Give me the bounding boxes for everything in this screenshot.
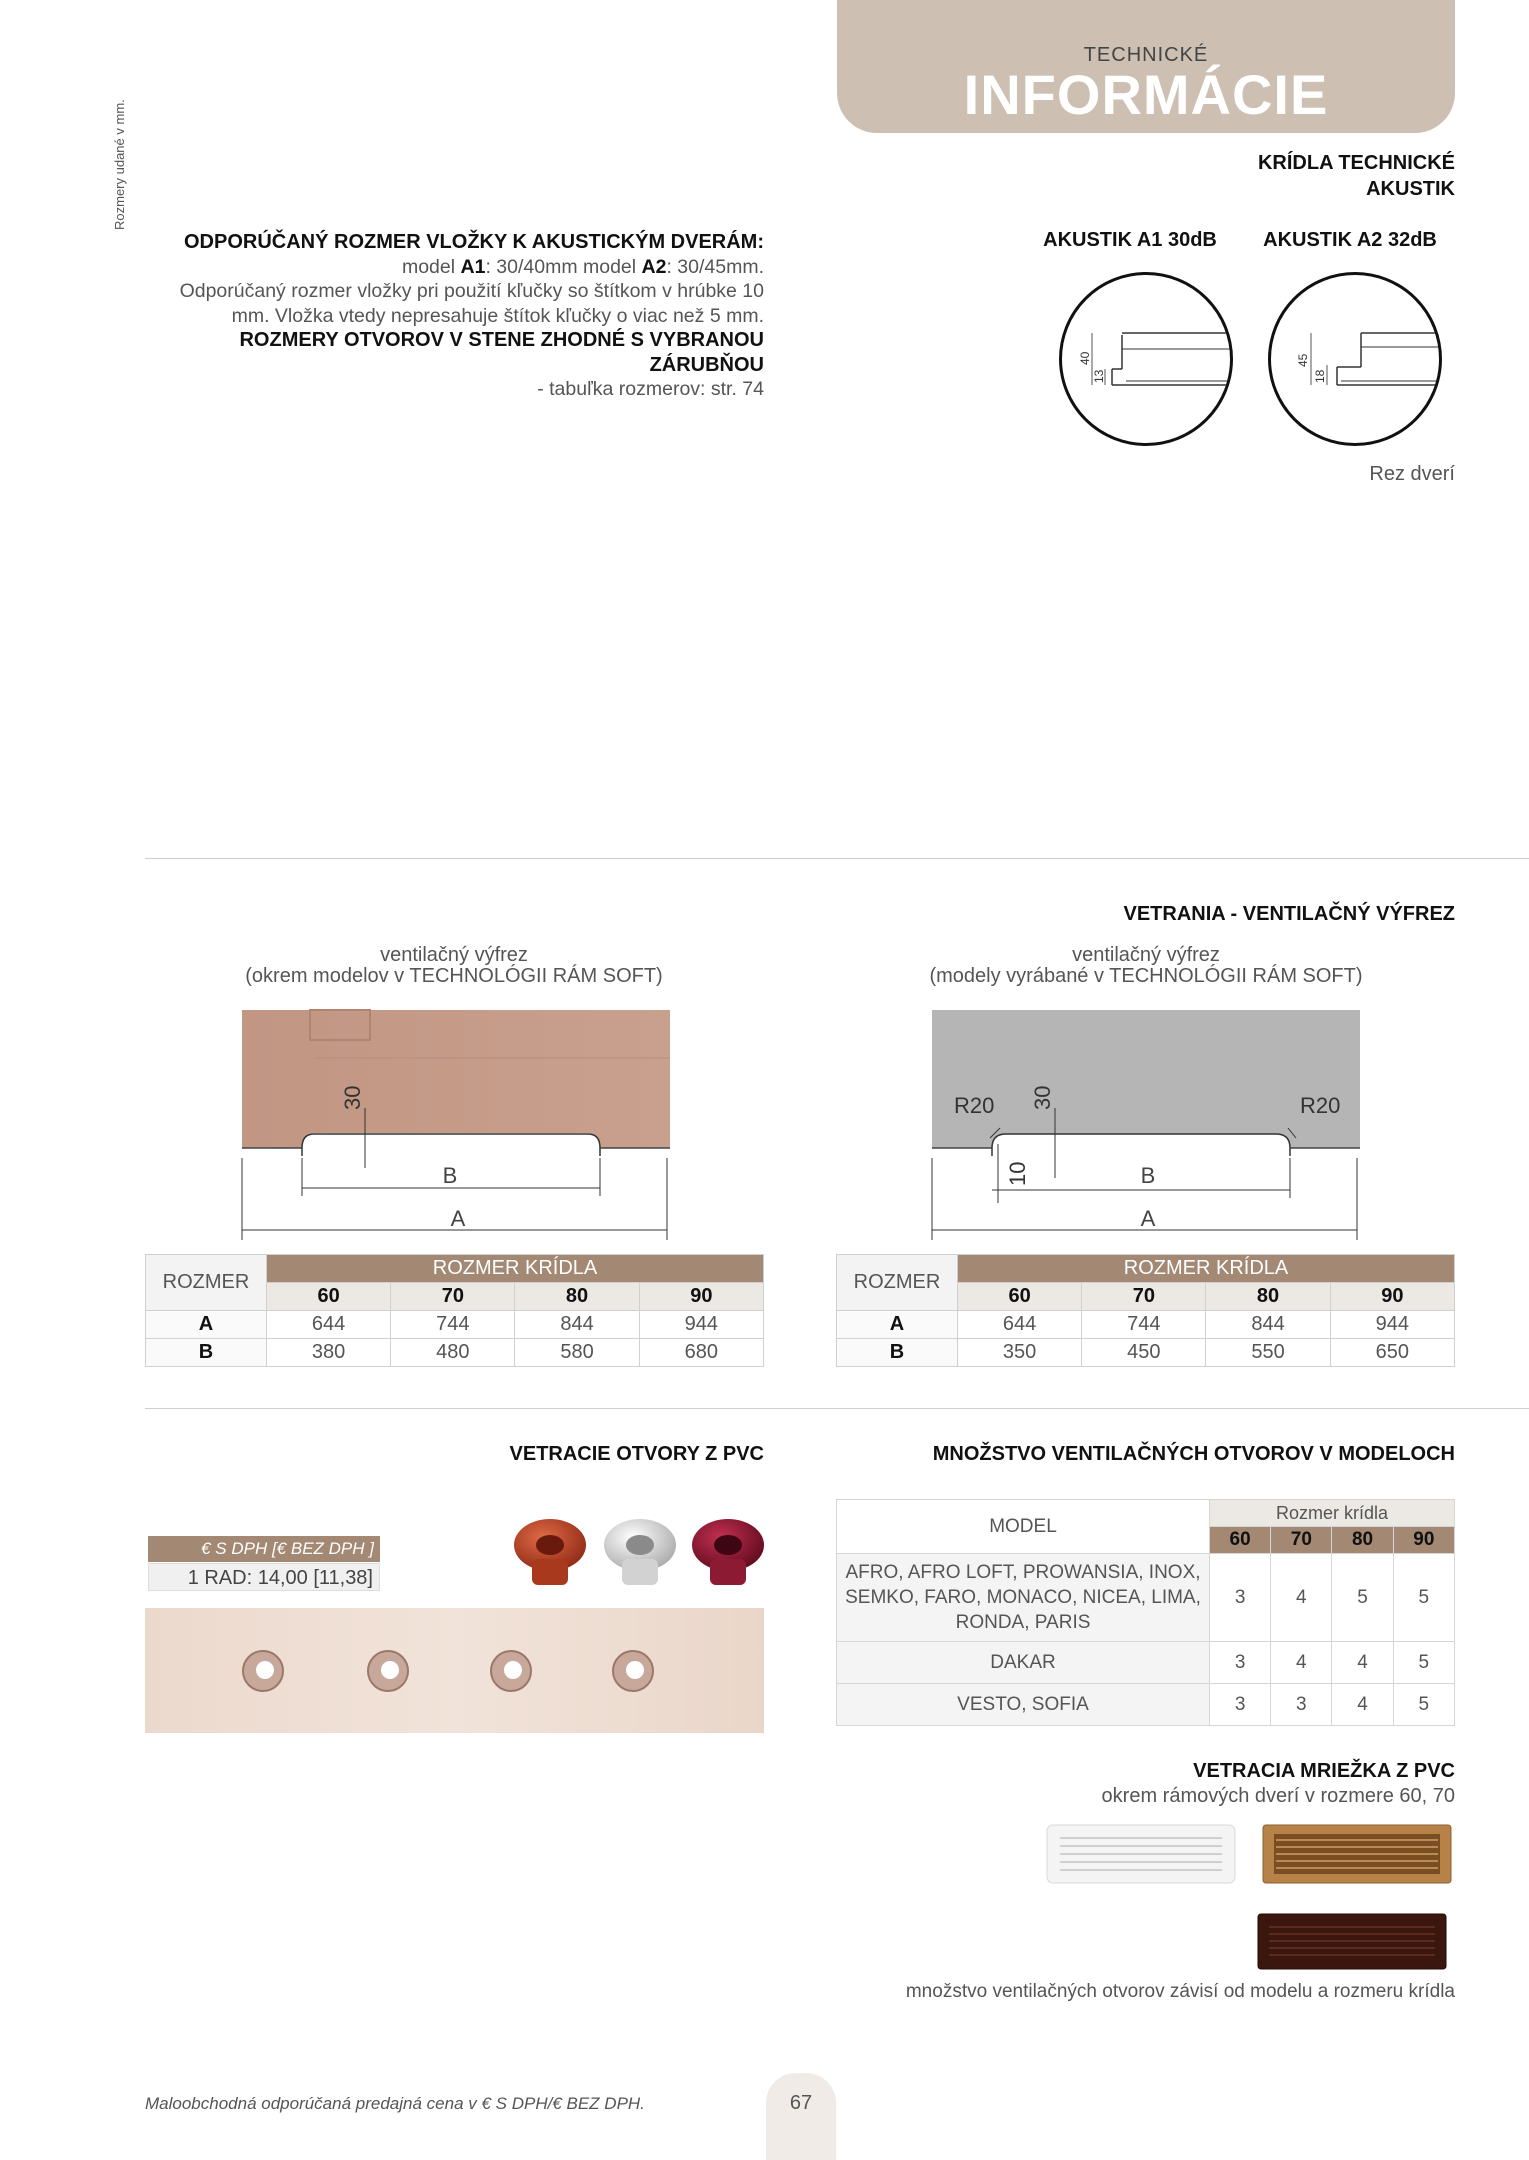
vent-right-dim-b: B	[1140, 1163, 1156, 1188]
akustik-a1-section-diagram	[1059, 272, 1233, 446]
vent-right-dim-10: 10	[1005, 1161, 1030, 1186]
table-row: B 380 480 580 680	[146, 1339, 764, 1367]
vent-left-drawing	[240, 1008, 675, 1248]
pvc-holes-title: VETRACIE OTVORY Z PVC	[509, 1443, 764, 1465]
vent-left-caption: ventilačný výfrez (okrem modelov v TECHNOLÓGII RÁM SOFT)	[245, 944, 663, 987]
grille-white-image	[1046, 1824, 1236, 1884]
vent-right-drawing	[930, 1008, 1365, 1248]
table-row: VESTO, SOFIA 3 3 4 5	[837, 1684, 1455, 1726]
page-number: 67	[766, 2073, 836, 2160]
akustik-a2-label: AKUSTIK A2 32dB	[1263, 229, 1437, 251]
a2-dim-18: 18	[1313, 369, 1327, 383]
vent-right-dim-30: 30	[1030, 1085, 1055, 1110]
vent-left-dim-b: B	[442, 1163, 458, 1188]
grille-note: množstvo ventilačných otvorov závisí od modelu a rozmeru krídla	[905, 1981, 1455, 2002]
akustik-a1-label: AKUSTIK A1 30dB	[1043, 229, 1217, 251]
section-caption: Rez dverí	[1369, 463, 1455, 485]
a1-dim-40: 40	[1078, 351, 1092, 365]
grille-subtitle: okrem rámových dverí v rozmere 60, 70	[1101, 1785, 1455, 1807]
table-row: A 644 744 844 944	[146, 1311, 764, 1339]
table-row: B 350 450 550 650	[837, 1339, 1455, 1367]
grille-title: VETRACIA MRIEŽKA Z PVC	[1193, 1760, 1455, 1782]
vent-right-dim-r20-left: R20	[954, 1093, 995, 1118]
vent-left-dim-30: 30	[340, 1085, 365, 1110]
side-note: Rozmery udané v mm.	[112, 99, 127, 230]
header-small-title: TECHNICKÉ	[1083, 44, 1209, 66]
header-big-title: INFORMÁCIE	[963, 63, 1329, 126]
grille-dark-image	[1257, 1913, 1447, 1970]
footer-note: Maloobchodná odporúčaná predajná cena v € S DPH/€ BEZ DPH.	[145, 2094, 645, 2113]
divider	[145, 1408, 1529, 1409]
door-panel-with-vent-holes	[145, 1608, 764, 1733]
vent-left-dimension-table: ROZMER ROZMER KRÍDLA 60 70 80 90 A 644 744 844 944 B 380 480 580 680	[145, 1254, 764, 1367]
a1-dim-13: 13	[1092, 369, 1106, 383]
table-row: A 644 744 844 944	[837, 1311, 1455, 1339]
price-value: 1 RAD: 14,00 [11,38]	[148, 1563, 380, 1591]
pvc-grommets-image	[510, 1515, 765, 1595]
models-table-title: MNOŽSTVO VENTILAČNÝCH OTVOROV V MODELOCH	[932, 1443, 1455, 1465]
vent-section-title: VETRANIA - VENTILAČNÝ VÝFREZ	[1123, 903, 1455, 925]
a2-dim-45: 45	[1296, 353, 1310, 367]
vent-right-dim-a: A	[1140, 1206, 1156, 1231]
price-header: € S DPH [€ BEZ DPH ]	[148, 1536, 380, 1562]
section-title-akustik: KRÍDLA TECHNICKÉ AKUSTIK	[1257, 152, 1455, 200]
akustik-a2-section-diagram	[1268, 272, 1442, 446]
grille-oak-image	[1262, 1824, 1452, 1884]
divider	[145, 858, 1529, 859]
vent-right-caption: ventilačný výfrez (modely vyrábané v TECHNOLÓGII RÁM SOFT)	[929, 944, 1363, 987]
vent-holes-per-model-table: MODEL Rozmer krídla 60 70 80 90 AFRO, AFRO LOFT, PROWANSIA, INOX, SEMKO, FARO, MONACO, NICEA, LIMA, RONDA, PARIS 3 4 5 5 DAKAR 3 4 4 5 VESTO, SOFIA 3 3 4 5	[836, 1499, 1455, 1726]
vent-left-dim-a: A	[450, 1206, 466, 1231]
insert-text-block: ODPORÚČANÝ ROZMER VLOŽKY K AKUSTICKÝM DVERÁM: model A1: 30/40mm model A2: 30/45mm. Odporúčaný rozmer vložky pri použití kľučky so štítkom v hrúbke 10 mm. Vložka vtedy nepresahuje štítok kľučky o viac než 5 mm. ROZMERY OTVOROV V STENE ZHODNÉ S VYBRANOU ZÁRUBŇOU - tabuľka rozmerov: str. 74	[179, 231, 764, 400]
table-row: DAKAR 3 4 4 5	[837, 1642, 1455, 1684]
vent-right-dimension-table: ROZMER ROZMER KRÍDLA 60 70 80 90 A 644 744 844 944 B 350 450 550 650	[836, 1254, 1455, 1367]
vent-right-dim-r20-right: R20	[1300, 1093, 1341, 1118]
table-row: AFRO, AFRO LOFT, PROWANSIA, INOX, SEMKO, FARO, MONACO, NICEA, LIMA, RONDA, PARIS 3 4 5 5	[837, 1554, 1455, 1642]
